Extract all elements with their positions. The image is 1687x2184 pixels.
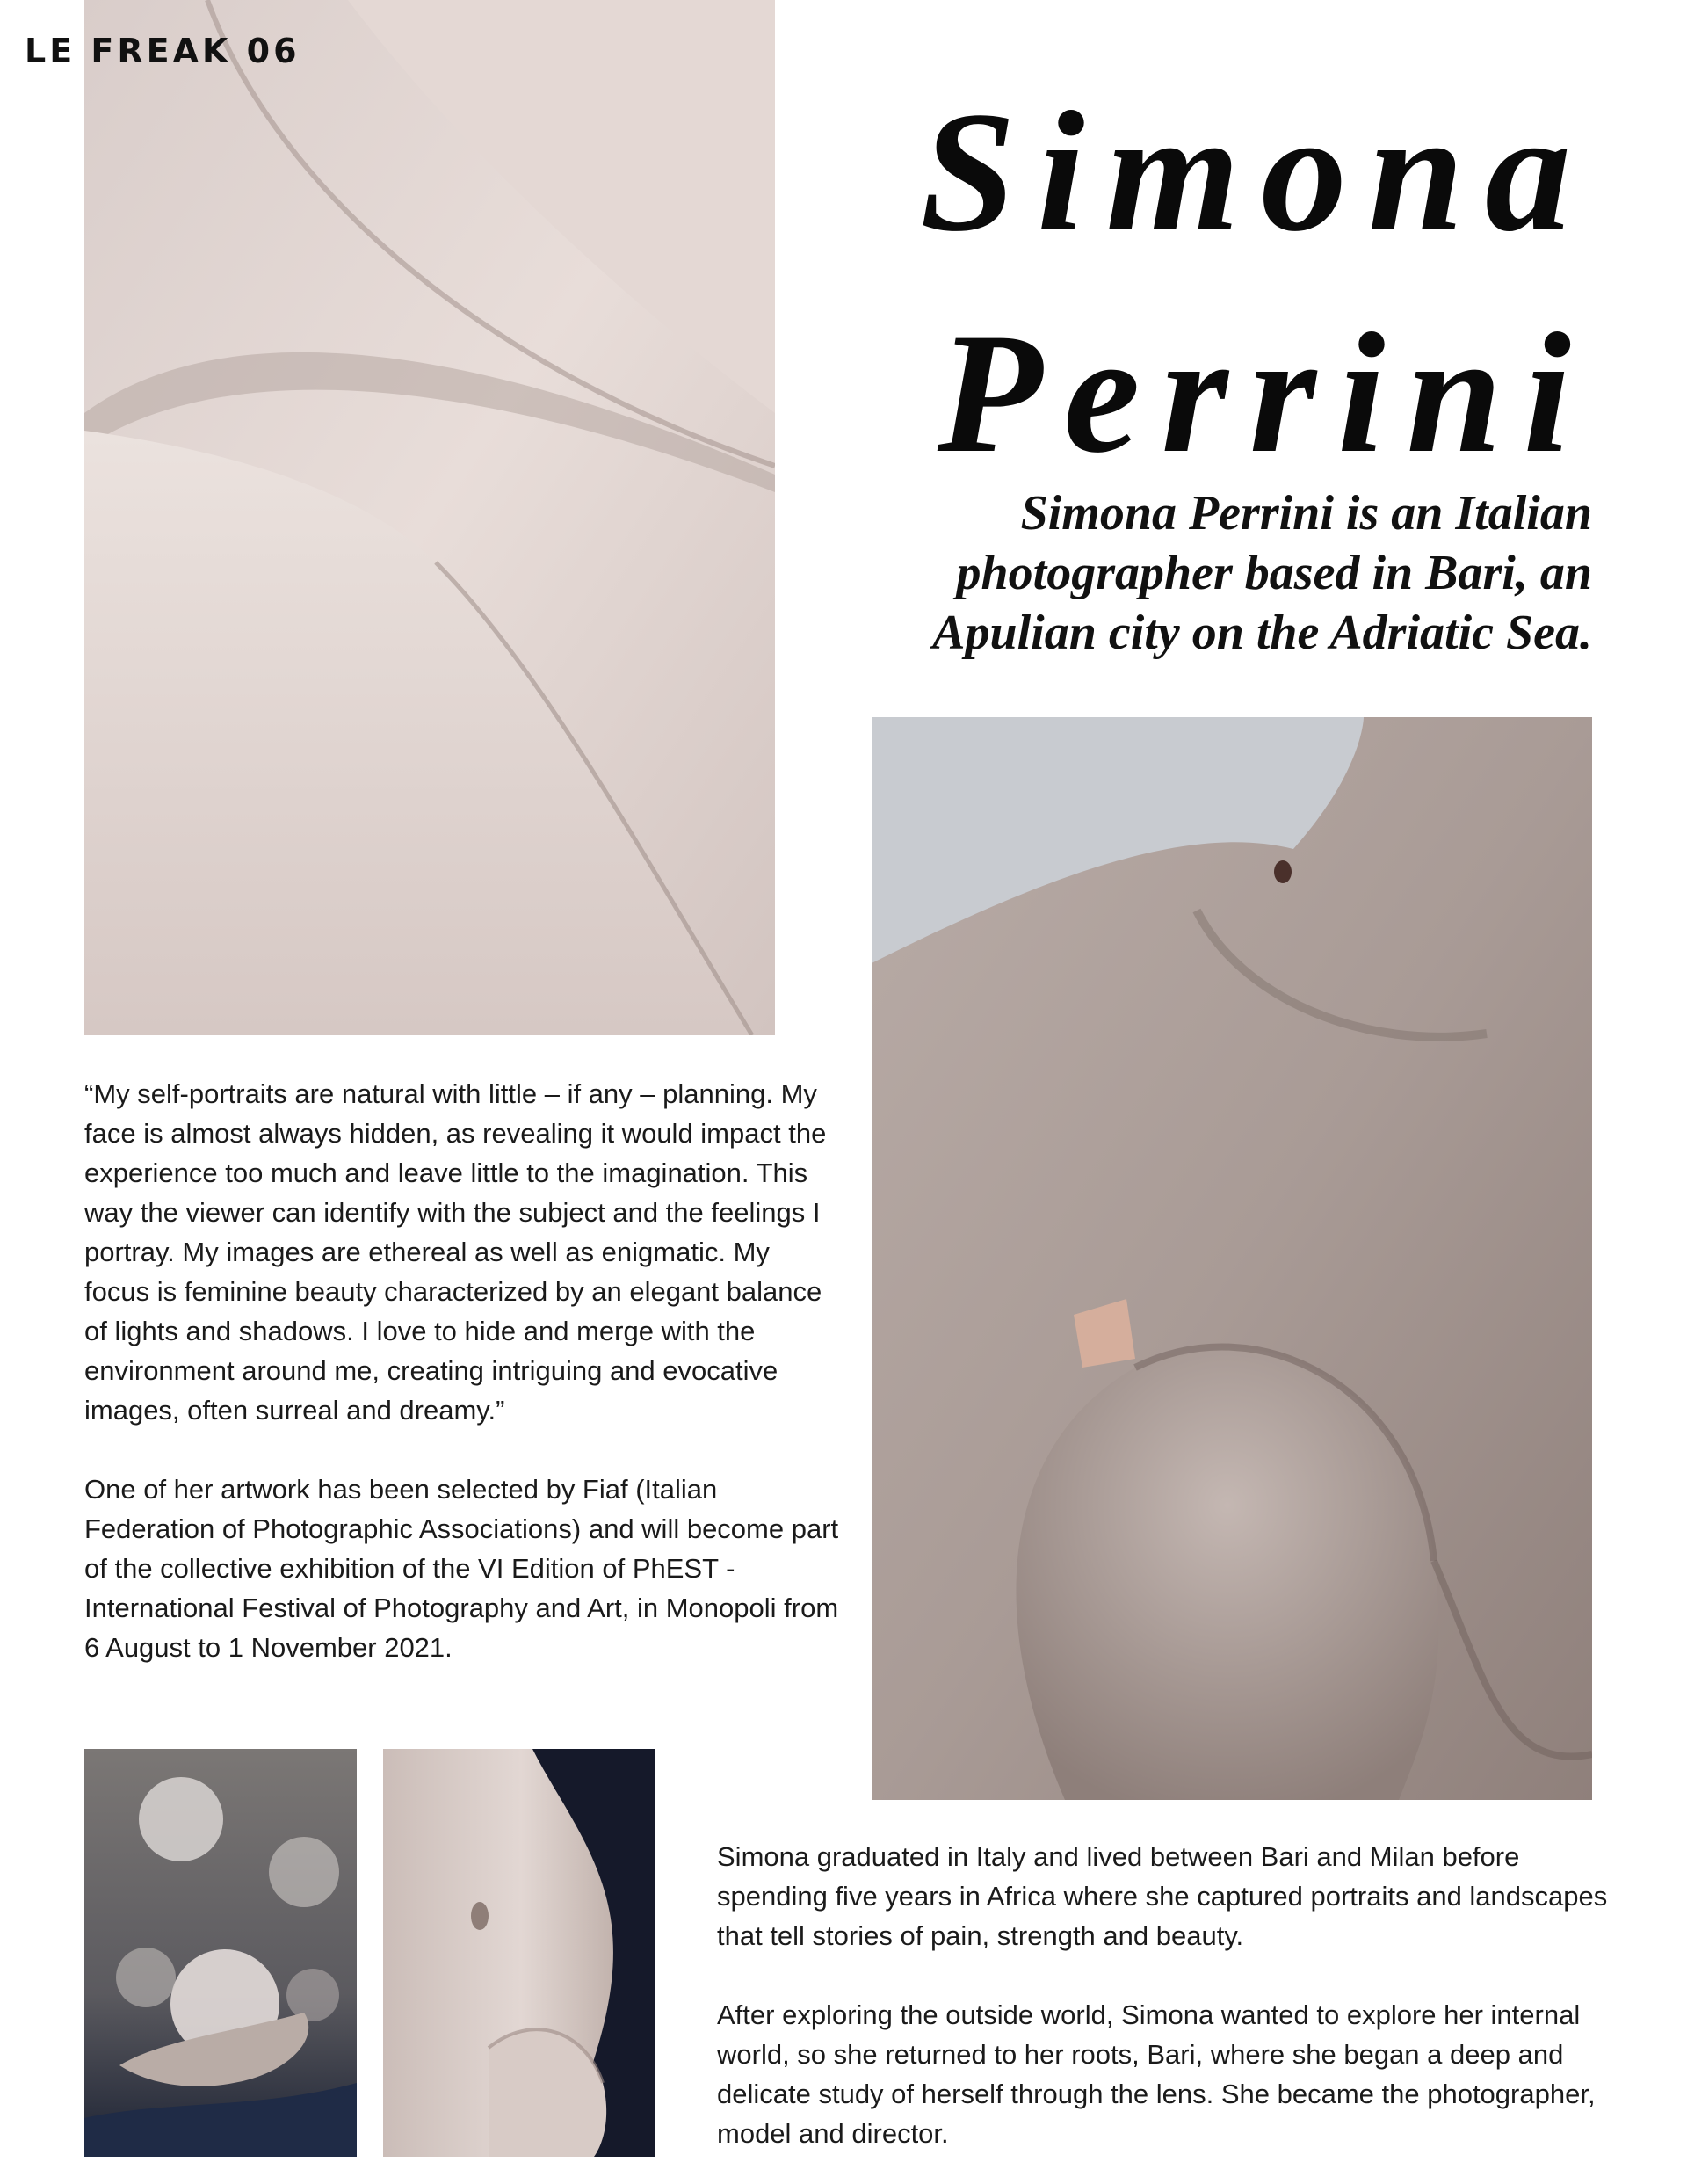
photo-torso — [383, 1749, 655, 2157]
return-paragraph: After exploring the outside world, Simona wanted to explore her internal world, so she returned to her roots, Bari, where she began a deep and delicate study of herself through the lens. She became the photographer, model and director. — [717, 1999, 1596, 2149]
intro-standfirst: Simona Perrini is an Italian photographer based in Bari, an Apulian city on the Adriatic Sea. — [932, 486, 1592, 660]
article-title — [801, 62, 1592, 504]
left-column — [84, 1074, 840, 1667]
quote-paragraph: “My self-portraits are natural with little – if any – planning. My face is almost always hidden, as revealing it would impact the experience too much and leave little to the imagination. This way the viewer can identify with the subject and the feelings I portray. My images are ethereal as well as enigmatic. My focus is feminine beauty characterized by an elegant balance of lights and shadows. I love to hide and merge with the environment around me, creating intriguing and evocative images, often surreal and dreamy.” — [84, 1078, 827, 1426]
background-paragraph: Simona graduated in Italy and lived between Bari and Milan before spending five years in Africa where she captured portraits and landscapes that tell stories of pain, strength and beauty. — [717, 1841, 1608, 1951]
right-column — [717, 1837, 1622, 2153]
exhibition-paragraph: One of her artwork has been selected by Fiaf (Italian Federation of Photographic Associations) and will become part of the collective exhibition of the VI Edition of PhEST - International Festival of Photography and Art, in Monopoli from 6 August to 1 November 2021. — [84, 1474, 839, 1663]
title-first-name: Simona — [920, 76, 1592, 267]
photo-shoulder-knee — [872, 717, 1592, 1800]
masthead: LE FREAK 06 — [25, 32, 300, 70]
photo-limbs-closeup — [84, 0, 775, 1035]
photo-flowers-hand — [84, 1749, 357, 2157]
title-last-name: Perrini — [937, 298, 1592, 489]
